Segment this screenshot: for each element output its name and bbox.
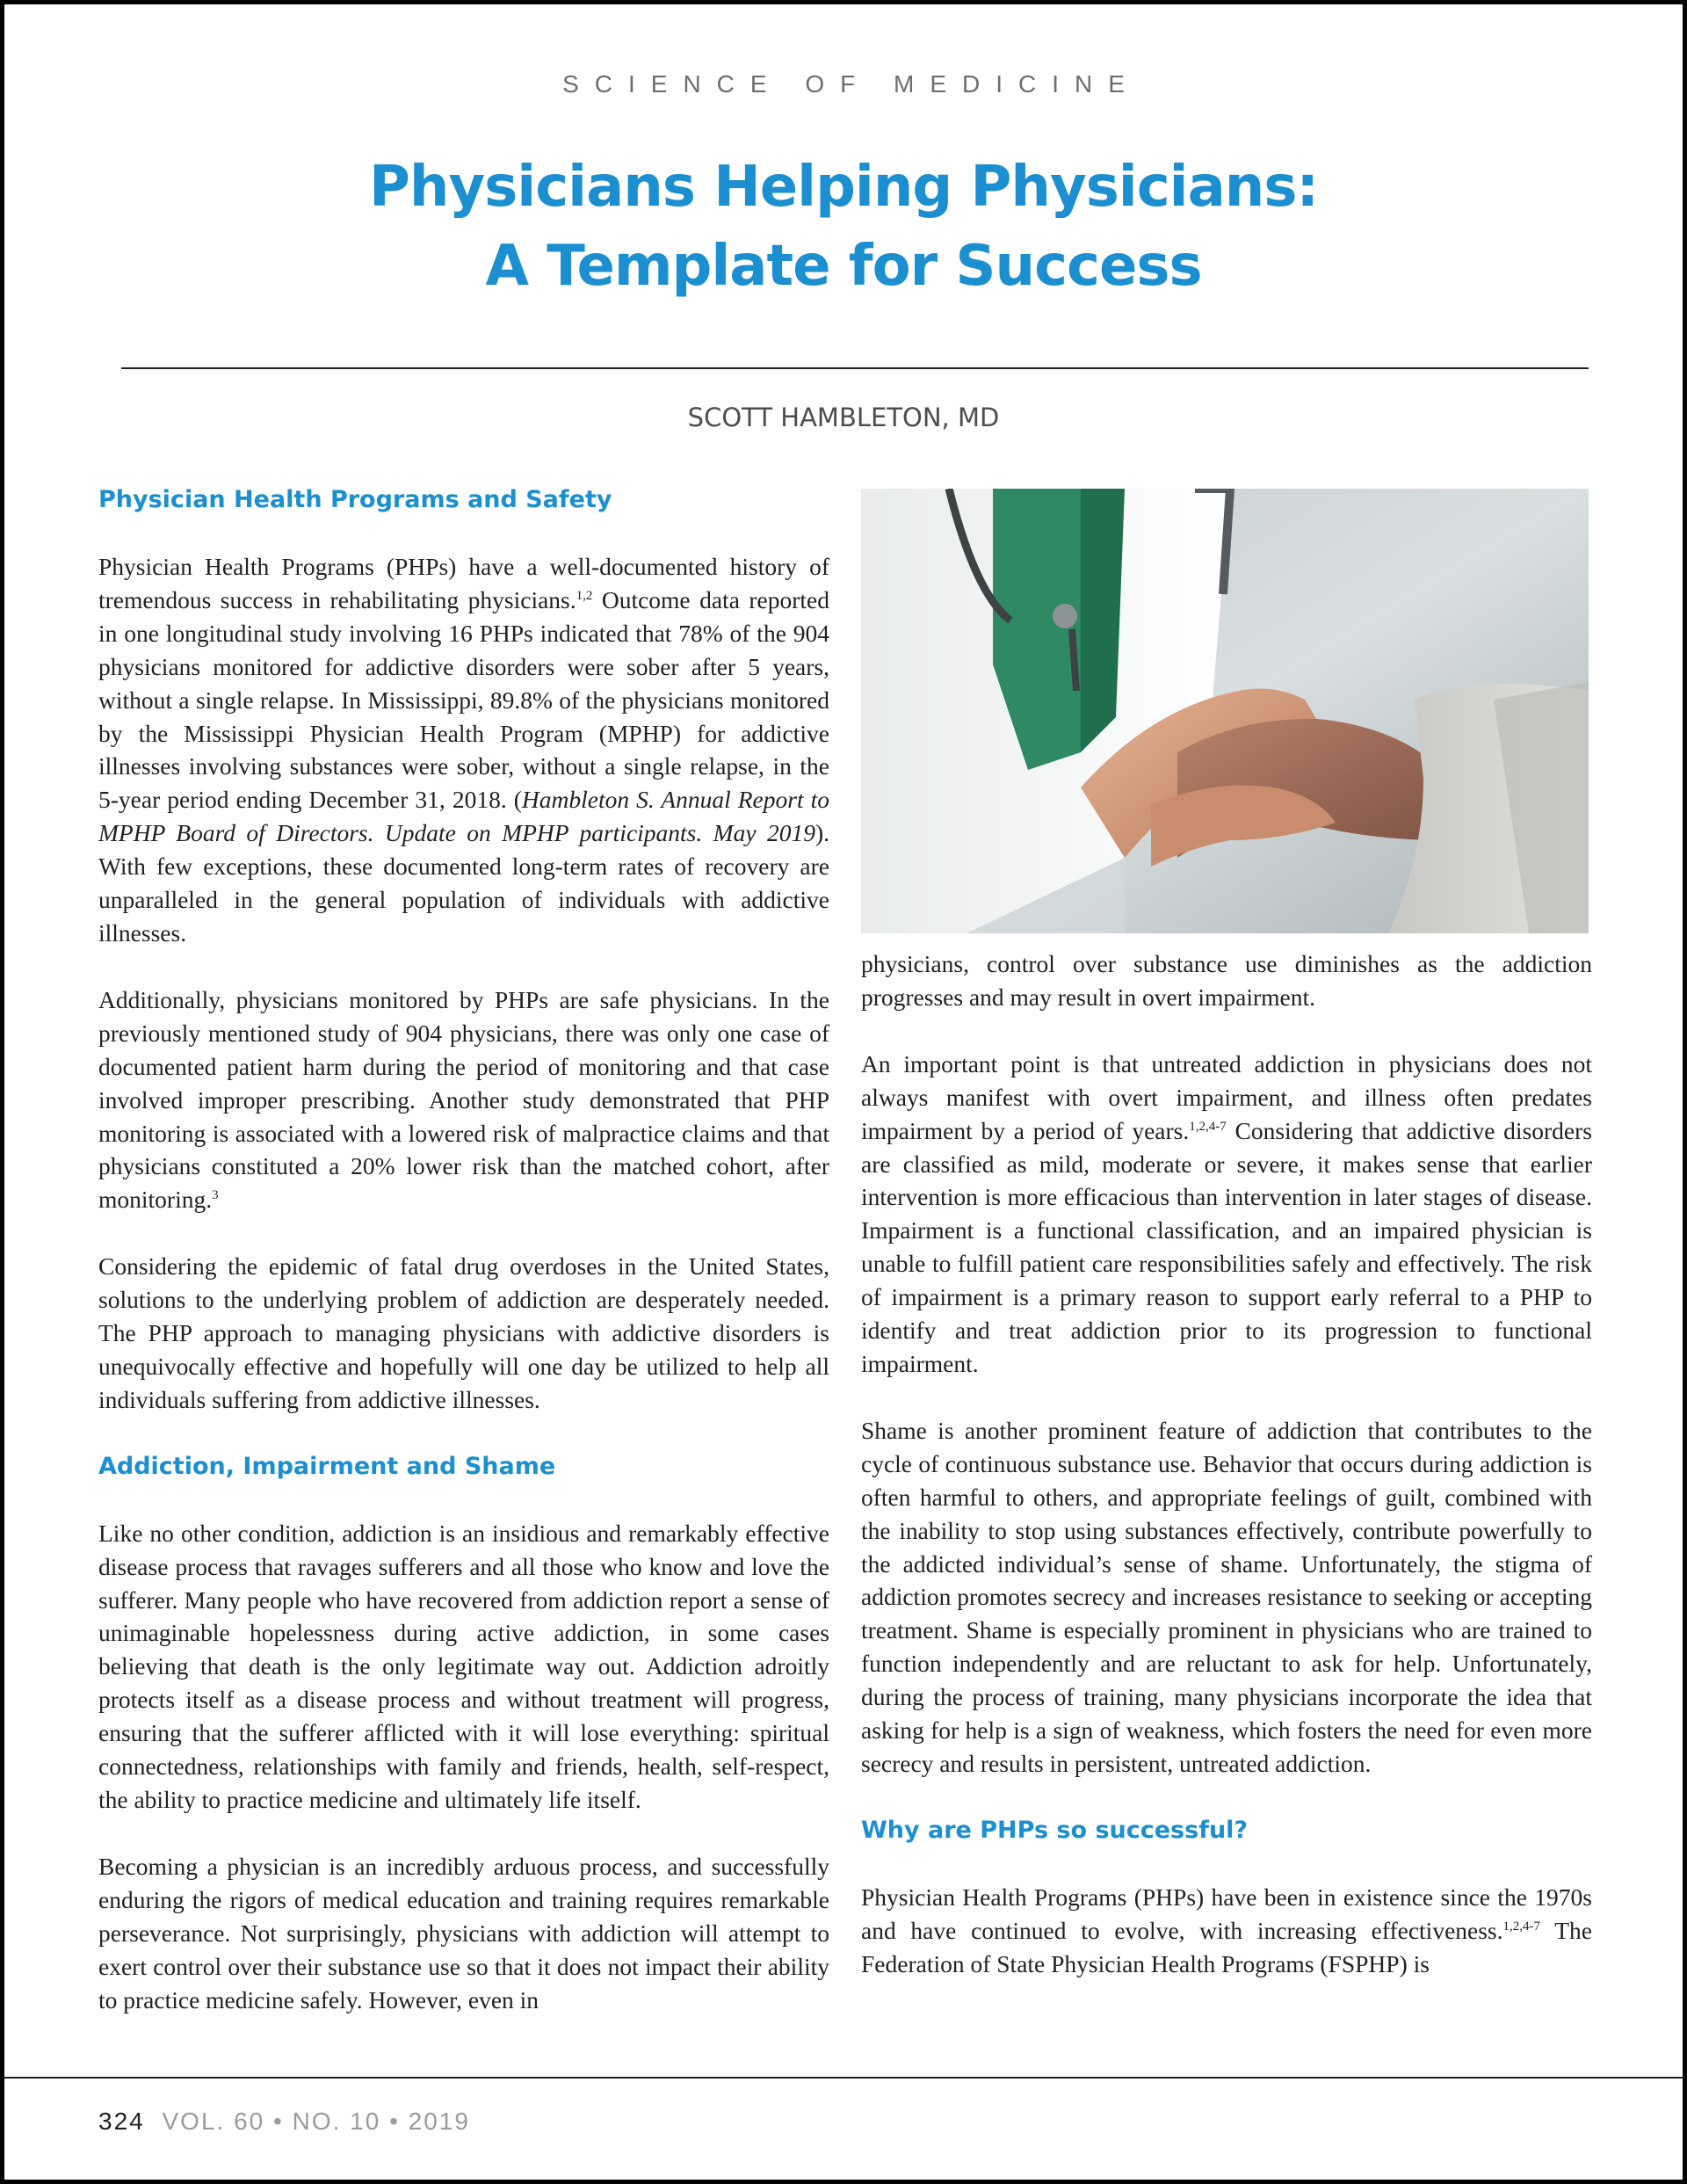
footer-divider (0, 2077, 1687, 2079)
paragraph-php-history: Physician Health Programs (PHPs) have a well-documented history of tremendous success in rehabilitating physicians.$^{1,2}$ Outcome data reported in one longitudinal study involving 16 PHPs indicated that 78% of the 904 physicians monitored for addictive disorders were sober after 5 years, without a single relapse. In Mississippi, 89.8% of the physicians monitored by the Mississippi Physician Health Program (MPHP) for addictive illnesses involving substances were sober, without a single relapse, in the 5-year period ending December 31, 2018. (Hambleton S. Annual Report to MPHP Board of Directors. Update on MPHP participants. May 2019). With few exceptions, these documented long-term rates of recovery are unparalleled in the general population of individuals with addictive illnesses. (98, 553, 830, 947)
heading-addiction-shame: Addiction, Impairment and Shame (98, 1452, 556, 1480)
heading-php-safety: Physician Health Programs and Safety (98, 486, 612, 513)
title-line-2: A Template for Success (485, 234, 1202, 299)
paragraph-safe-physicians: Additionally, physicians monitored by PHPs are safe physicians. In the previously mentioned study of 904 physicians, there was only one case of documented patient harm during the period of monitoring and that case involved improper prescribing. Another study demonstrated that PHP monitoring is associated with a lowered risk of malpractice claims and that physicians constituted a 20% lower risk than the matched cohort, after monitoring.$^3$ (98, 985, 829, 1214)
article-title (0, 148, 1687, 306)
right-column (861, 947, 1592, 1981)
hands-illustration (861, 489, 1589, 933)
volume-info: VOL. 60 • NO. 10 • 2019 (162, 2108, 470, 2135)
page-number: 324 (98, 2108, 145, 2135)
left-column (98, 483, 829, 2016)
paragraph-untreated-addiction: An important point is that untreated addiction in physicians does not always manifest with overt impairment, and illness often predates impairment by a period of years.$^{1,2,4-7}$ Considering that addictive disorders are classified as mild, moderate or severe, it makes sense that earlier intervention is more efficacious than intervention in later stages of disease. Impairment is a functional classification, and an impaired physician is unable to fulfill patient care responsibilities safely and effectively. The risk of impairment is a primary reason to support early referral to a PHP to identify and treat addiction prior to its progression to functional impairment. (861, 1049, 1592, 1377)
paragraph-shame: Shame is another prominent feature of addiction that contributes to the cycle of continuous substance use. Behavior that occurs during addiction is often harmful to others, and appropriate feelings of guilt, combined with the inability to stop using substances effectively, contribute powerfully to the addicted individual’s sense of shame. Unfortunately, the stigma of addiction promotes secrecy and increases resistance to seeking or accepting treatment. Shame is especially prominent in physicians who are trained to function independently and are reluctant to ask for help. Unfortunately, during the process of training, many physicians incorporate the idea that asking for help is a sign of weakness, which fosters the need for even more secrecy and results in persistent, untreated addiction. (861, 1416, 1592, 1777)
author-byline: SCOTT HAMBLETON, MD (687, 403, 1000, 432)
title-line-1: Physicians Helping Physicians: (368, 155, 1319, 220)
header-divider (121, 367, 1589, 369)
page-footer (98, 2108, 470, 2136)
section-label: SCIENCE OF MEDICINE (562, 70, 1140, 98)
paragraph-overdose-epidemic: Considering the epidemic of fatal drug overdoses in the United States, solutions to the underlying problem of addiction are desperately needed. The PHP approach to managing physicians with addictive disorders is unequivocally effective and hopefully will one day be utilized to help all individuals suffering from addictive illnesses. (98, 1252, 829, 1413)
paragraph-insidious-addiction: Like no other condition, addiction is an insidious and remarkably effective disease process that ravages sufferers and all those who know and love the sufferer. Many people who have recovered from addiction report a sense of unimaginable hopelessness during active addiction, in some cases believing that death is the only legitimate way out. Addiction adroitly protects itself as a disease process and without treatment will progress, ensuring that the sufferer afflicted with it will lose everything: spiritual connectedness, relationships with family and friends, health, self-respect, the ability to practice medicine and ultimately life itself. (98, 1519, 829, 1813)
paragraph-becoming-physician: Becoming a physician is an incredibly arduous process, and successfully enduring the rigors of medical education and training requires remarkable perseverance. Not surprisingly, physicians with addiction will attempt to exert control over their substance use so that it does not impact their ability to practice medicine safely. However, even in (98, 1852, 829, 2013)
hands-photo (861, 489, 1589, 933)
heading-why-successful: Why are PHPs so successful? (861, 1816, 1249, 1844)
paragraph-php-existence: Physician Health Programs (PHPs) have been in existence since the 1970s and have continued to evolve, with increasing effectiveness.$^{1,2,4-7}$ The Federation of State Physician Health Programs (FSPHP) is (861, 1883, 1592, 1977)
paragraph-control-diminishes: physicians, control over substance use diminishes as the addiction progresses and may result in overt impairment. (861, 950, 1592, 1011)
